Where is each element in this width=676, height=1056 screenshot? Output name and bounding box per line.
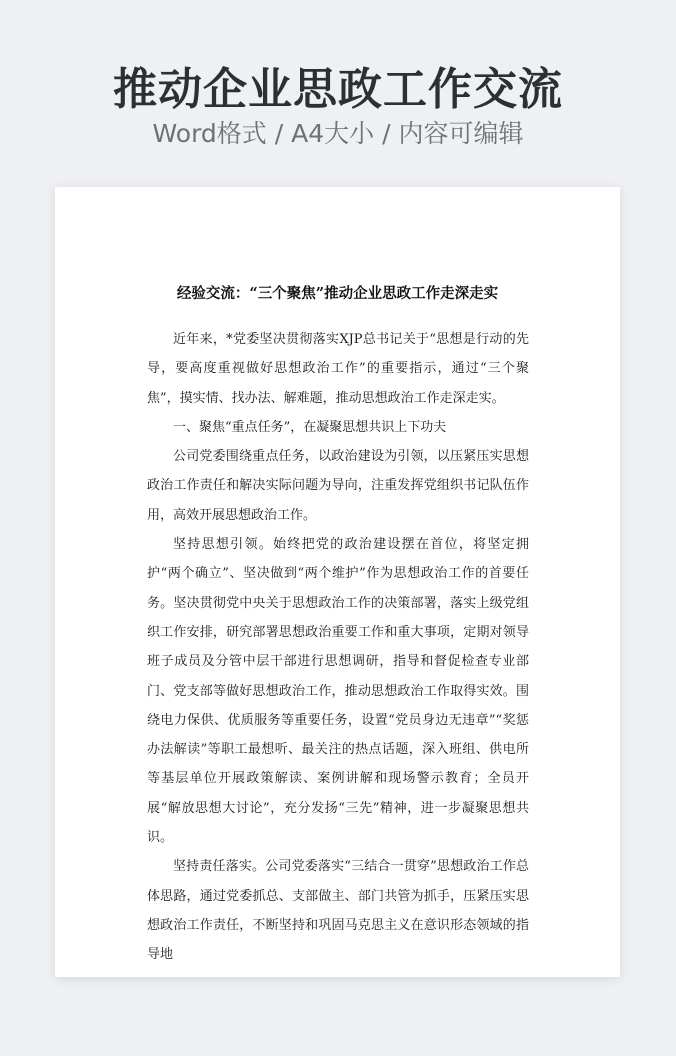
banner: [0, 0, 676, 186]
banner-title: 推动企业思政工作交流: [113, 64, 563, 115]
section-heading-1: 一、聚焦“重点任务”，在凝聚思想共识上下功夫: [173, 419, 447, 435]
paragraph-intro: 近年来，*党委坚决贯彻落实XJP总书记关于“思想是行动的先导，要高度重视做好思想政治工作”的重要指示，通过“三个聚焦”，摸实情、找办法、解难题，推动思想政治工作走深走实。: [147, 332, 529, 406]
document-title: 经验交流：“三个聚焦”推动企业思政工作走深走实: [176, 285, 499, 302]
document-page: [55, 187, 620, 977]
banner-subtitle: Word格式 / A4大小 / 内容可编辑: [152, 119, 524, 148]
paragraph-ideological-guidance: 坚持思想引领。始终把党的政治建设摆在首位，将坚定拥护“两个确立”、坚决做到“两个维护”作为思想政治工作的首要任务。坚决贯彻党中央关于思想政治工作的决策部署，落实上级党组织工作安排，研究部署思想政治重要工作和重大事项，定期对领导班子成员及分管中层干部进行思想调研，指导和督促检查专业部门、党支部等做好思想政治工作，推动思想政治工作取得实效。围绕电力保供、优质服务等重要任务，设置“党员身边无违章”“奖惩办法解读”等职工最想听、最关注的热点话题，深入班组、供电所等基层单位开展政策解读、案例讲解和现场警示教育；全员开展“解放思想大讨论”，充分发扬“三先”精神，进一步凝聚思想共识。: [147, 537, 529, 846]
paragraph-section-1: 公司党委围绕重点任务，以政治建设为引领，以压紧压实思想政治工作责任和解决实际问题为导向，注重发挥党组织书记队伍作用，高效开展思想政治工作。: [147, 449, 529, 523]
document-body: [147, 325, 529, 970]
paragraph-responsibility: 坚持责任落实。公司党委落实“三结合一贯穿”思想政治工作总体思路，通过党委抓总、支部做主、部门共管为抓手，压紧压实思想政治工作责任，不断坚持和巩固马克思主义在意识形态领域的指导地: [147, 859, 529, 963]
